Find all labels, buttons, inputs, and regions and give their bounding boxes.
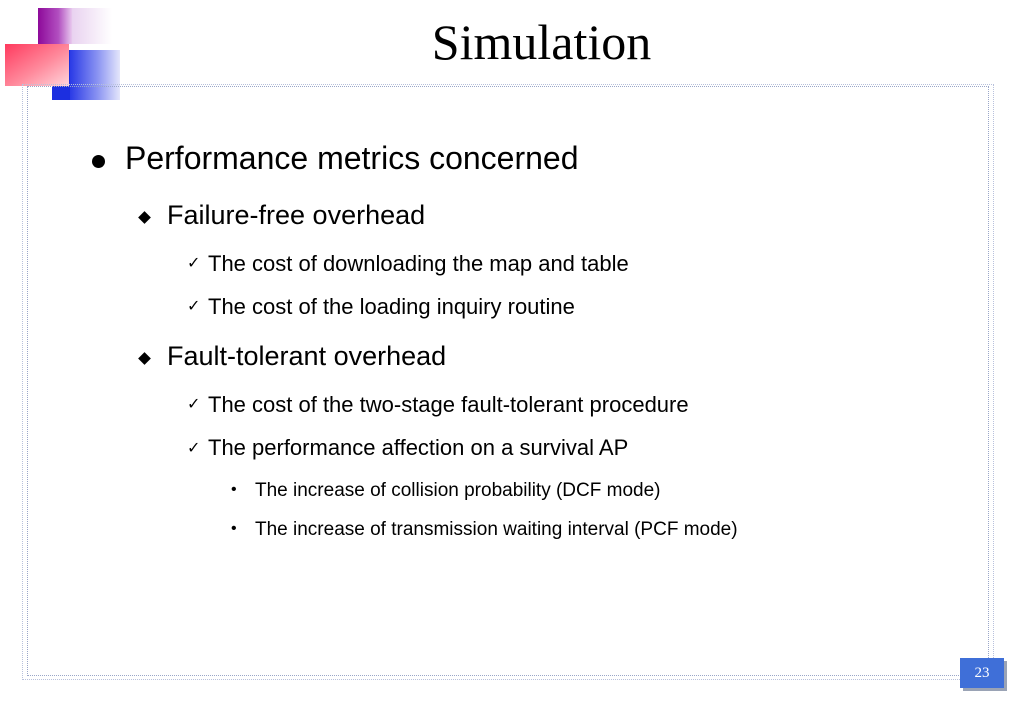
bullet-small-dot-icon: •: [231, 520, 237, 537]
checkmark-icon: ✓: [187, 255, 201, 272]
checkmark-icon: ✓: [187, 440, 201, 457]
bullet-performance-metrics: Performance metrics concerned: [125, 140, 579, 176]
slide-title: Simulation: [431, 14, 652, 70]
checkmark-icon: ✓: [187, 396, 201, 413]
bullet-dot-icon: [92, 155, 105, 168]
bullet-cost-downloading: The cost of downloading the map and table: [208, 251, 629, 276]
bullet-cost-two-stage: The cost of the two-stage fault-tolerant procedure: [208, 392, 689, 417]
bullet-transmission-waiting: The increase of transmission waiting interval (PCF mode): [255, 519, 738, 540]
bullet-small-dot-icon: •: [231, 481, 237, 498]
page-number: 23: [960, 658, 1004, 688]
bullet-fault-tolerant-overhead: Fault-tolerant overhead: [167, 341, 447, 371]
checkmark-icon: ✓: [187, 298, 201, 315]
bullet-cost-loading-inquiry: The cost of the loading inquiry routine: [208, 294, 575, 319]
bullet-failure-free-overhead: Failure-free overhead: [167, 200, 426, 230]
bullet-performance-affection: The performance affection on a survival AP: [208, 435, 629, 460]
bullet-collision-probability: The increase of collision probability (DCF mode): [255, 480, 661, 501]
